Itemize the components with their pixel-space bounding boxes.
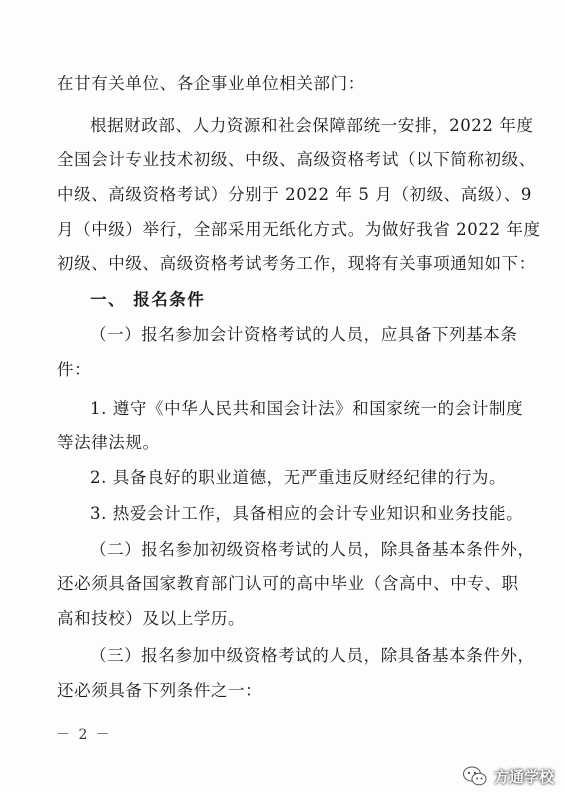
list-item-line: 等法律法规。: [57, 433, 160, 452]
paragraph-line: 根据财政部、人力资源和社会保障部统一安排，2022 年度: [90, 116, 534, 135]
list-item-line: 2. 具备良好的职业道德，无严重违反财经纪律的行为。: [90, 468, 507, 487]
paragraph-line: 还必须具备国家教育部门认可的高中毕业（含高中、中专、职: [57, 574, 519, 593]
section-heading: 一、 报名条件: [90, 290, 206, 309]
paragraph-line: 中级、高级资格考试）分别于 2022 年 5 月（初级、高级）、9: [57, 185, 533, 204]
paragraph-line: 月（中级）举行，全部采用无纸化方式。为做好我省 2022 年度: [57, 220, 541, 239]
salutation-line: 在甘有关单位、各企事业单位相关部门：: [57, 74, 365, 93]
page-number: － 2 －: [56, 727, 112, 743]
list-item-line: 1. 遵守《中华人民共和国会计法》和国家统一的会计制度: [90, 399, 524, 418]
paragraph-line: 高和技校）及以上学历。: [57, 609, 246, 628]
paragraph-line: 全国会计专业技术初级、中级、高级资格考试（以下简称初级、: [57, 150, 536, 169]
paragraph-line: （三）报名参加中级资格考试的人员，除具备基本条件外，: [90, 646, 535, 665]
paragraph-line: （一）报名参加会计资格考试的人员，应具备下列基本条: [90, 325, 518, 344]
paragraph-line: 件：: [57, 360, 92, 379]
wechat-icon: [462, 765, 488, 787]
paragraph-line: 还必须具备下列条件之一：: [57, 681, 263, 700]
watermark: [462, 765, 554, 787]
paragraph-line: （二）报名参加初级资格考试的人员，除具备基本条件外，: [90, 540, 535, 559]
paragraph-line: 初级、中级、高级资格考试考务工作，现将有关事项通知如下：: [57, 254, 536, 273]
list-item-line: 3. 热爱会计工作，具备相应的会计专业知识和业务技能。: [90, 504, 524, 523]
watermark-text: 方通学校: [493, 767, 554, 786]
